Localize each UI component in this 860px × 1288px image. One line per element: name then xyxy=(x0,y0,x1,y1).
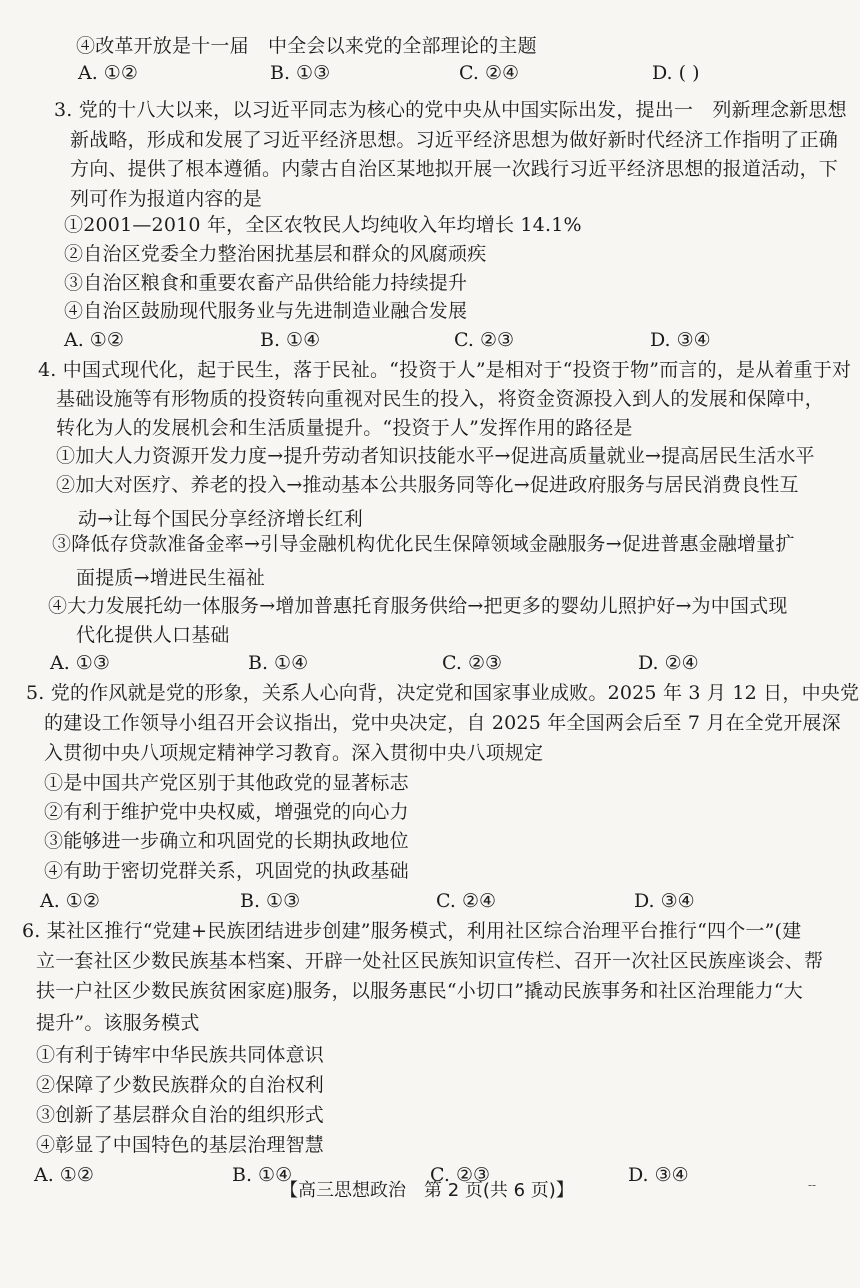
q5-stem-line: 5. 党的作风就是党的形象，关系人心向背，决定党和国家事业成败。2025 年 3 月 12 日，中央党 xyxy=(26,682,860,704)
q5-item-2: ②有利于维护党中央权威，增强党的向心力 xyxy=(44,801,409,823)
q2-option-d: D. ( ) xyxy=(652,62,700,84)
q3-stem-line: 方向、提供了根本遵循。内蒙古自治区某地拟开展一次践行习近平经济思想的报道活动，下 xyxy=(70,158,839,180)
q5-item-3: ③能够进一步确立和巩固党的长期执政地位 xyxy=(44,830,409,852)
q4-option-a: A. ①③ xyxy=(50,652,110,674)
q5-stem-line: 入贯彻中央八项规定精神学习教育。深入贯彻中央八项规定 xyxy=(44,742,544,764)
q4-item-2-cont: 动→让每个国民分享经济增长红利 xyxy=(78,508,363,530)
q3-option-b: B. ①④ xyxy=(260,329,321,351)
q5-option-a: A. ①② xyxy=(40,890,100,912)
q2-option-a: A. ①② xyxy=(78,62,138,84)
q6-option-c: C. ②③ xyxy=(430,1164,491,1186)
q4-item-2: ②加大对医疗、养老的投入→推动基本公共服务同等化→促进政府服务与居民消费良性互 xyxy=(56,474,799,496)
q3-option-c: C. ②③ xyxy=(454,329,515,351)
q3-item-4: ④自治区鼓励现代服务业与先进制造业融合发展 xyxy=(64,300,468,322)
q4-item-1: ①加大人力资源开发力度→提升劳动者知识技能水平→促进高质量就业→提高居民生活水平 xyxy=(56,445,815,467)
q3-stem-line: 列可作为报道内容的是 xyxy=(70,188,263,210)
q4-option-c: C. ②③ xyxy=(442,652,503,674)
q3-stem-line: 3. 党的十八大以来，以习近平同志为核心的党中央从中国实际出发，提出一 列新理念新思想 xyxy=(54,99,847,121)
q6-option-d: D. ③④ xyxy=(628,1164,689,1186)
q6-stem-line: 立一套社区少数民族基本档案、开辟一处社区民族知识宣传栏、召开一次社区民族座谈会、帮 xyxy=(36,950,824,972)
q6-option-b: B. ①④ xyxy=(232,1164,293,1186)
q5-item-1: ①是中国共产党区别于其他政党的显著标志 xyxy=(44,772,409,794)
q4-item-3: ③降低存贷款准备金率→引导金融机构优化民生保障领域金融服务→促进普惠金融增量扩 xyxy=(52,533,795,555)
q6-option-a: A. ①② xyxy=(34,1164,94,1186)
q4-item-4: ④大力发展托幼一体服务→增加普惠托育服务供给→把更多的婴幼儿照护好→为中国式现 xyxy=(48,595,788,617)
q6-stem-line: 提升”。该服务模式 xyxy=(36,1012,200,1034)
q2-item-4: ④改革开放是十一届 中全会以来党的全部理论的主题 xyxy=(76,35,537,57)
q4-option-b: B. ①④ xyxy=(248,652,309,674)
q6-stem-line: 6. 某社区推行“党建+民族团结进步创建”服务模式，利用社区综合治理平台推行“四个一”(建 xyxy=(22,920,802,942)
q5-option-b: B. ①③ xyxy=(240,890,301,912)
q2-option-c: C. ②④ xyxy=(459,62,520,84)
q6-stem-line: 扶一户社区少数民族贫困家庭)服务，以服务惠民“小切口”撬动民族事务和社区治理能力“大 xyxy=(36,980,803,1002)
page-footer: 【高三思想政治 第 2 页(共 6 页)】 xyxy=(280,1180,574,1201)
q6-item-3: ③创新了基层群众自治的组织形式 xyxy=(36,1104,325,1126)
q2-option-b: B. ①③ xyxy=(270,62,331,84)
q5-stem-line: 的建设工作领导小组召开会议指出，党中央决定，自 2025 年全国两会后至 7 月在全党开展深 xyxy=(44,712,841,734)
q5-item-4: ④有助于密切党群关系，巩固党的执政基础 xyxy=(44,860,409,882)
q4-stem-line: 基础设施等有形物质的投资转向重视对民生的投入，将资金资源投入到人的发展和保障中， xyxy=(56,388,825,410)
q5-option-c: C. ②④ xyxy=(436,890,497,912)
corner-mark: -- xyxy=(808,1178,817,1192)
q6-item-4: ④彰显了中国特色的基层治理智慧 xyxy=(36,1134,325,1156)
q3-option-d: D. ③④ xyxy=(650,329,711,351)
q6-item-1: ①有利于铸牢中华民族共同体意识 xyxy=(36,1044,325,1066)
q4-stem-line: 4. 中国式现代化，起于民生，落于民祉。“投资于人”是相对于“投资于物”而言的，是从着重于对 xyxy=(38,359,852,381)
q5-option-d: D. ③④ xyxy=(634,890,695,912)
q3-item-2: ②自治区党委全力整治困扰基层和群众的风腐顽疾 xyxy=(64,243,487,265)
q4-item-4-cont: 代化提供人口基础 xyxy=(76,624,230,646)
q3-stem-line: 新战略，形成和发展了习近平经济思想。习近平经济思想为做好新时代经济工作指明了正确 xyxy=(70,129,839,151)
q3-option-a: A. ①② xyxy=(64,329,124,351)
q4-option-d: D. ②④ xyxy=(638,652,699,674)
q4-item-3-cont: 面提质→增进民生福祉 xyxy=(76,567,265,589)
q6-item-2: ②保障了少数民族群众的自治权利 xyxy=(36,1074,325,1096)
q3-item-1: ①2001—2010 年，全区农牧民人均纯收入年均增长 14.1% xyxy=(64,214,582,236)
q3-item-3: ③自治区粮食和重要农畜产品供给能力持续提升 xyxy=(64,272,468,294)
q4-stem-line: 转化为人的发展机会和生活质量提升。“投资于人”发挥作用的路径是 xyxy=(56,417,633,439)
